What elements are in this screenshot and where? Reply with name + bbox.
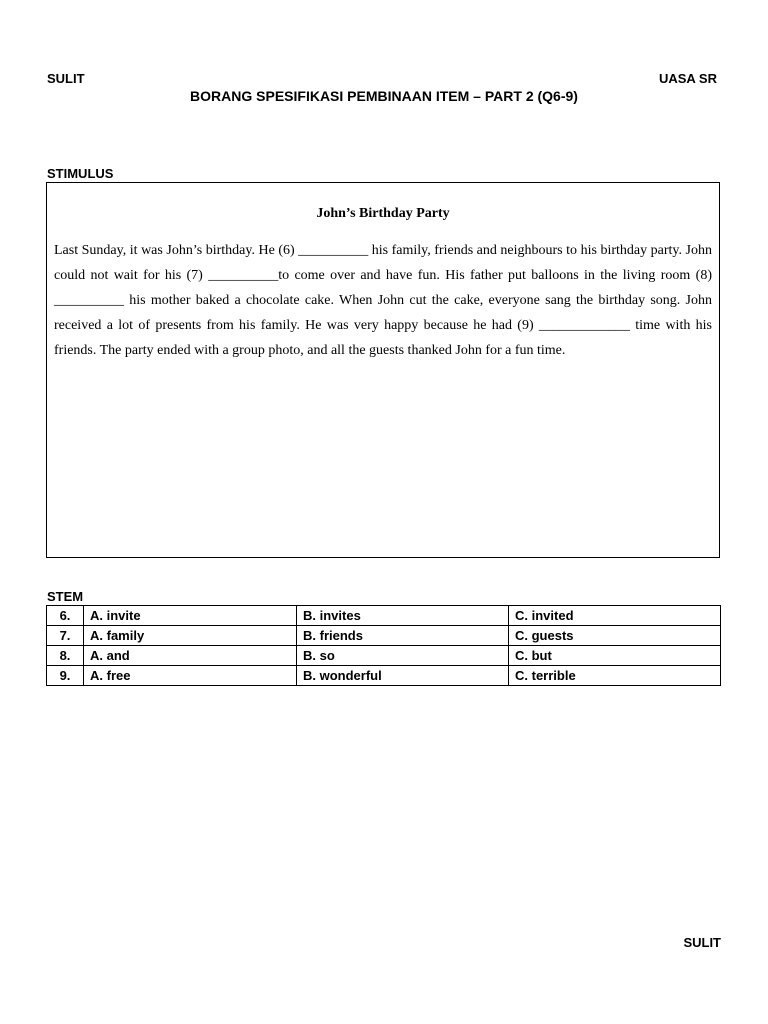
- stimulus-label: STIMULUS: [47, 166, 114, 181]
- table-row: [47, 606, 721, 626]
- option-c: C. invited: [509, 606, 721, 626]
- question-number: 8.: [47, 646, 84, 666]
- option-c: C. terrible: [509, 666, 721, 686]
- stem-label: STEM: [47, 589, 84, 604]
- footer-classification: SULIT: [683, 935, 721, 950]
- option-b: B. friends: [297, 626, 509, 646]
- option-a: A. free: [84, 666, 297, 686]
- table-row: [47, 646, 721, 666]
- option-a: A. family: [84, 626, 297, 646]
- story-text: Last Sunday, it was John’s birthday. He (6) __________ his family, friends and neighbours to his birthday party. John could not wait for his (7) __________to come over and have fun. His father put balloons in the living room (8) __________ his mother baked a chocolate cake. When John cut the cake, everyone sang the birthday song. John received a lot of presents from his family. He was very happy because he had (9) _____________ time with his friends. The party ended with a group photo, and all the guests thanked John for a fun time.: [54, 243, 712, 358]
- story-title: John’s Birthday Party: [316, 206, 450, 221]
- question-number: 9.: [47, 666, 84, 686]
- stimulus-box: [46, 182, 720, 558]
- option-a: A. and: [84, 646, 297, 666]
- option-c: C. guests: [509, 626, 721, 646]
- option-b: B. wonderful: [297, 666, 509, 686]
- question-number: 7.: [47, 626, 84, 646]
- header-classification-left: SULIT: [47, 71, 85, 86]
- header-exam-label: UASA SR: [658, 71, 717, 86]
- stem-table: [46, 605, 721, 686]
- option-c: C. but: [509, 646, 721, 666]
- document-title: BORANG SPESIFIKASI PEMBINAAN ITEM – PART 2 (Q6-9): [190, 88, 578, 104]
- table-row: [47, 666, 721, 686]
- question-number: 6.: [47, 606, 84, 626]
- table-row: [47, 626, 721, 646]
- option-a: A. invite: [84, 606, 297, 626]
- option-b: B. so: [297, 646, 509, 666]
- option-b: B. invites: [297, 606, 509, 626]
